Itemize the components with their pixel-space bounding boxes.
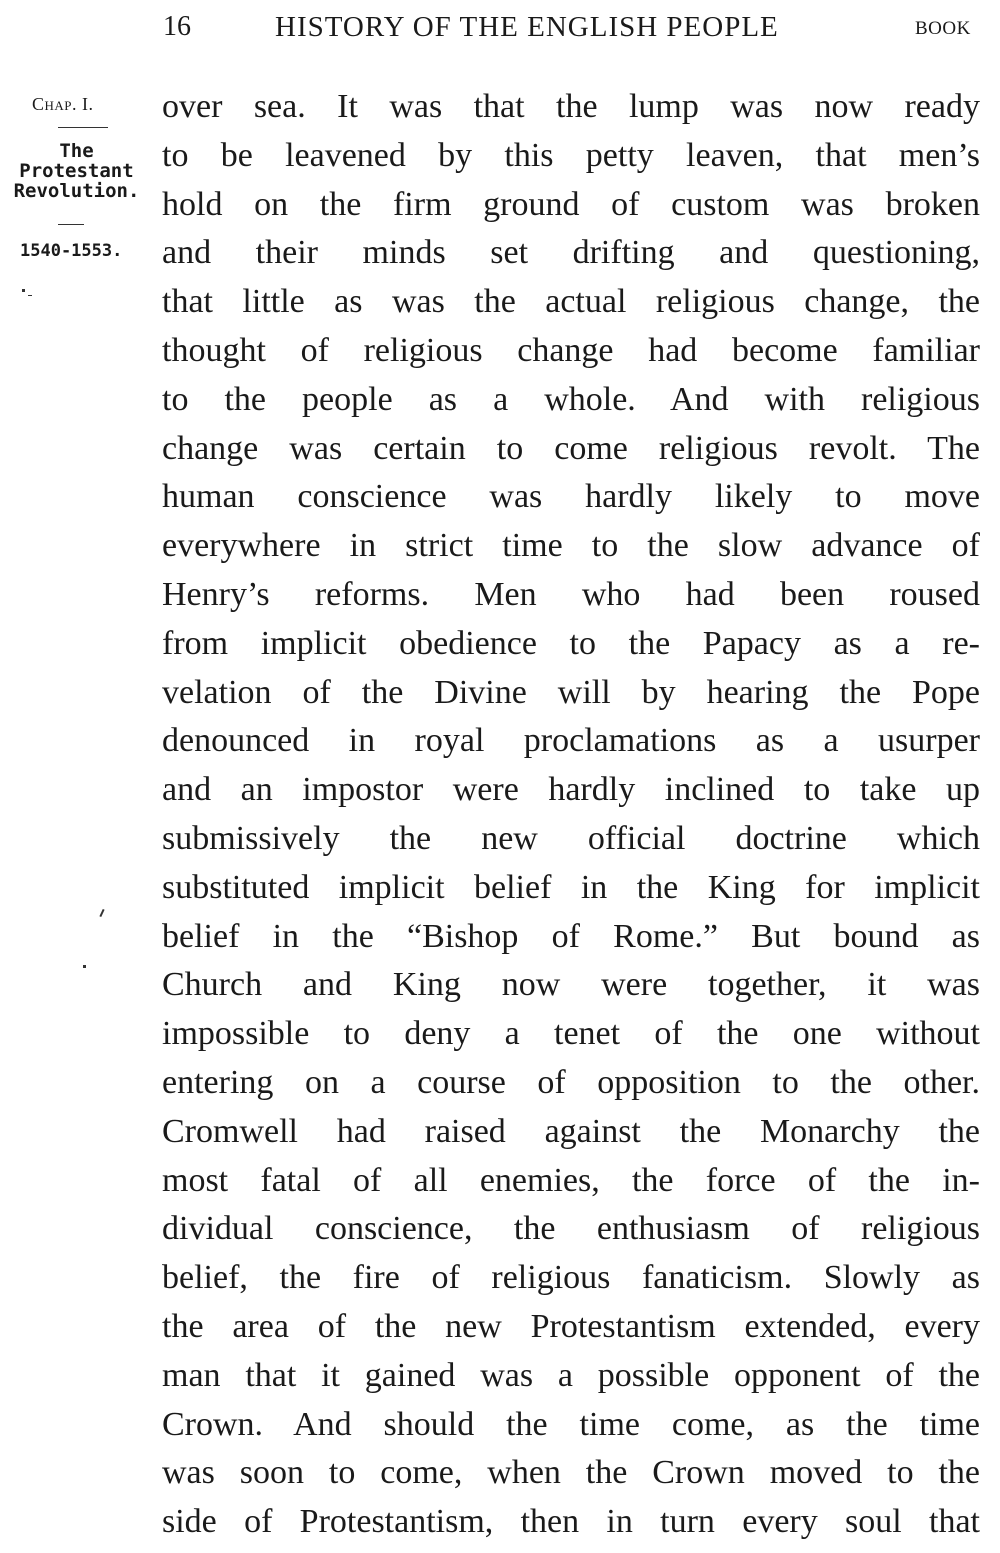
text-line: and their minds set drifting and questioning, [162, 234, 980, 272]
text-line: most fatal of all enemies, the force of the in- [162, 1161, 980, 1199]
text-line: Henry’s reforms. Men who had been roused [162, 575, 980, 613]
margin-years: 1540-1553. [20, 241, 123, 261]
text-line: was soon to come, when the Crown moved to the [162, 1454, 980, 1492]
text-line: and an impostor were hardly inclined to take up [162, 771, 980, 809]
running-book-label: BOOK [915, 18, 971, 39]
text-line: the area of the new Protestantism extended, every [162, 1307, 980, 1345]
text-line: Church and King now were together, it was [162, 966, 980, 1004]
text-line: hold on the firm ground of custom was broken [162, 185, 980, 223]
text-line: change was certain to come religious revolt. The [162, 429, 980, 467]
text-line: side of Protestantism, then in turn every soul that [162, 1503, 980, 1541]
print-speck [99, 909, 104, 917]
text-line: to be leavened by this petty leaven, that men’s [162, 136, 980, 174]
body-text [162, 83, 980, 1547]
margin-chapter-label: Chap. I. [32, 94, 94, 114]
text-line: man that it gained was a possible opponent of the [162, 1356, 980, 1394]
text-line: human conscience was hardly likely to move [162, 478, 980, 516]
text-line: impossible to deny a tenet of the one without [162, 1015, 980, 1053]
margin-section-line: Protestant [19, 160, 134, 182]
text-line: entering on a course of opposition to the other. [162, 1063, 980, 1101]
text-line: that little as was the actual religious change, the [162, 283, 980, 321]
text-line: denounced in royal proclamations as a usurper [162, 722, 980, 760]
text-line: thought of religious change had become familiar [162, 331, 980, 369]
text-line: to the people as a whole. And with religious [162, 380, 980, 418]
text-line: belief, the fire of religious fanaticism. Slowly as [162, 1259, 980, 1297]
margin-section-title [4, 141, 149, 201]
margin-rule-top [58, 127, 108, 128]
text-line: everywhere in strict time to the slow advance of [162, 527, 980, 565]
margin-section-line: The [59, 140, 94, 162]
text-line: dividual conscience, the enthusiasm of religious [162, 1210, 980, 1248]
text-line: Cromwell had raised against the Monarchy the [162, 1112, 980, 1150]
text-line: substituted implicit belief in the King for implicit [162, 868, 980, 906]
text-line: over sea. It was that the lump was now ready [162, 88, 980, 125]
print-speck [22, 289, 25, 292]
running-title: HISTORY OF THE ENGLISH PEOPLE [275, 11, 779, 43]
text-line: belief in the “Bishop of Rome.” But bound as [162, 917, 980, 955]
page-number: 16 [163, 11, 191, 42]
text-line: velation of the Divine will by hearing the Pope [162, 673, 980, 711]
margin-rule-bottom [58, 224, 84, 225]
text-line: from implicit obedience to the Papacy as a re- [162, 624, 980, 662]
text-line: submissively the new official doctrine which [162, 819, 980, 857]
text-line: Crown. And should the time come, as the time [162, 1405, 980, 1443]
print-speck [83, 965, 86, 968]
margin-section-line: Revolution. [13, 180, 140, 202]
print-speck [28, 295, 32, 296]
